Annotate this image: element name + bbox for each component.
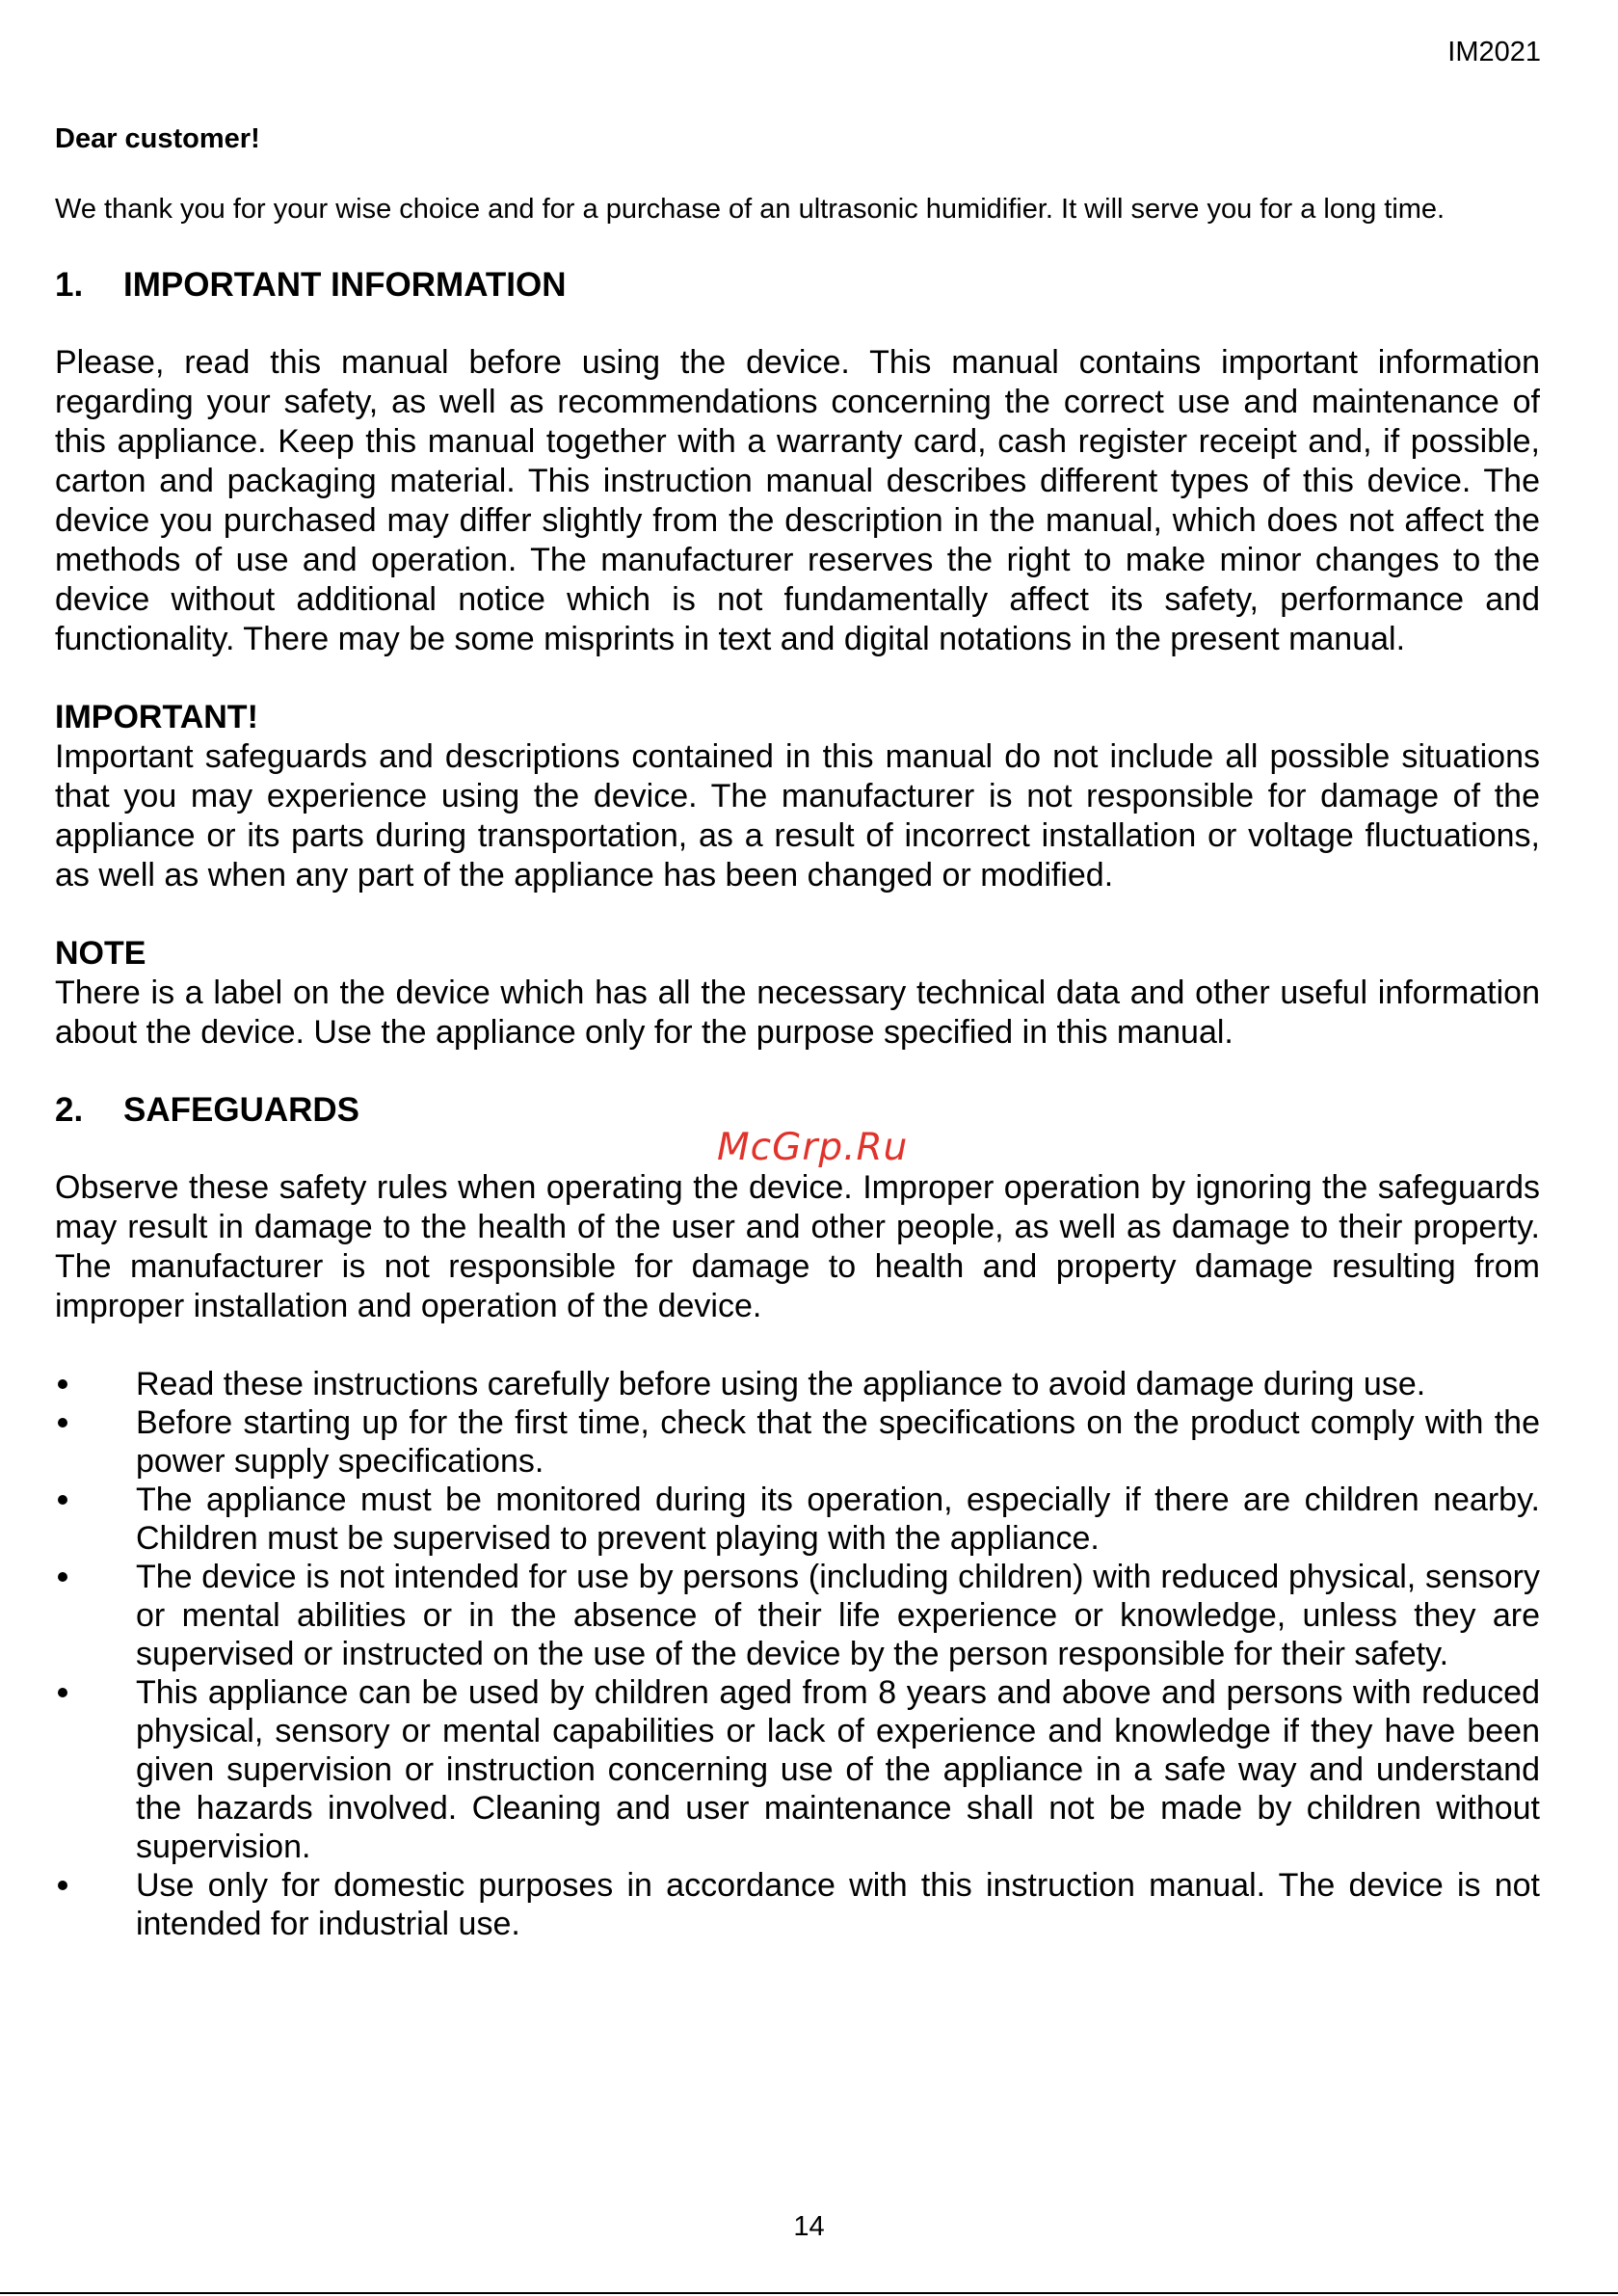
section-2-title: SAFEGUARDS	[123, 1091, 360, 1129]
list-item	[55, 1365, 1540, 1403]
bullet-icon	[58, 1418, 67, 1428]
list-item	[55, 1403, 1540, 1481]
page-content	[55, 123, 1540, 1943]
section-1-title: IMPORTANT INFORMATION	[123, 266, 567, 304]
bullet-icon	[58, 1495, 67, 1505]
important-text: Important safeguards and descriptions contained in this manual do not include all possible situations that you may experience using the device. The manufacturer is not responsible for damage of the appliance or its parts during transportation, as a result of incorrect installation or voltage fluctuations, as well as when any part of the appliance has been changed or modified.	[55, 738, 1540, 894]
section-1-paragraph: Please, read this manual before using the device. This manual contains important information regarding your safety, as well as recommendations concerning the correct use and maintenance of this appliance. Keep this manual together with a warranty card, cash register receipt and, if possible, carton and packaging material. This instruction manual describes different types of this device. The device you purchased may differ slightly from the description in the manual, which does not affect the methods of use and operation. The manufacturer reserves the right to make minor changes to the device without additional notice which is not fundamentally affect its safety, performance and functionality. There may be some misprints in text and digital notations in the present manual.	[55, 344, 1540, 657]
note-text: There is a label on the device which has all the necessary technical data and other useful information about the device. Use the appliance only for the purpose specified in this manual.	[55, 974, 1540, 1051]
list-item-text: The device is not intended for use by persons (including children) with reduced physical, sensory or mental abilities or in the absence of their life experience or knowledge, unless they are supervised or instructed on the use of the device by the person responsible for their safety.	[136, 1559, 1540, 1672]
intro-paragraph: We thank you for your wise choice and for a purchase of an ultrasonic humidifier. It will serve you for a long time.	[55, 194, 1446, 225]
list-item	[55, 1481, 1540, 1558]
list-item-text: This appliance can be used by children aged from 8 years and above and persons with reduced physical, sensory or mental capabilities or lack of experience and knowledge if they have been given supervision or instruction concerning use of the appliance in a safe way and understand the hazards involved. Cleaning and user maintenance shall not be made by children without supervision.	[136, 1674, 1540, 1865]
bottom-divider	[0, 2292, 1618, 2294]
section-2-paragraph: Observe these safety rules when operating the device. Improper operation by ignoring the safeguards may result in damage to the health of the user and other people, as well as damage to their property. The manufacturer is not responsible for damage to health and property damage resulting from improper installation and operation of the device.	[55, 1169, 1540, 1324]
page-number: 14	[793, 2211, 825, 2242]
list-item	[55, 1866, 1540, 1943]
important-heading: IMPORTANT!	[55, 699, 258, 735]
section-2-heading	[55, 1091, 1540, 1130]
list-item-text: Use only for domestic purposes in accordance with this instruction manual. The device is not intended for industrial use.	[136, 1867, 1540, 1942]
section-1-heading	[55, 266, 1540, 305]
greeting: Dear customer!	[55, 123, 260, 154]
safeguards-list	[55, 1365, 1540, 1943]
list-item	[55, 1673, 1540, 1866]
section-1-number: 1.	[55, 266, 84, 304]
bullet-icon	[58, 1881, 67, 1890]
list-item-text: Read these instructions carefully before using the appliance to avoid damage during use.	[136, 1366, 1426, 1402]
note-heading: NOTE	[55, 935, 146, 972]
important-block	[55, 698, 1540, 895]
model-number: IM2021	[1447, 37, 1541, 67]
bullet-icon	[58, 1379, 67, 1389]
note-block	[55, 934, 1540, 1053]
list-item-text: The appliance must be monitored during its operation, especially if there are children nearby. Children must be supervised to prevent playing with the appliance.	[136, 1482, 1540, 1557]
list-item-text: Before starting up for the first time, check that the specifications on the product comply with the power supply specifications.	[136, 1404, 1540, 1480]
list-item	[55, 1558, 1540, 1673]
section-2-number: 2.	[55, 1091, 84, 1129]
bullet-icon	[58, 1572, 67, 1582]
bullet-icon	[58, 1688, 67, 1697]
watermark: McGrp.Ru	[717, 1126, 909, 1169]
